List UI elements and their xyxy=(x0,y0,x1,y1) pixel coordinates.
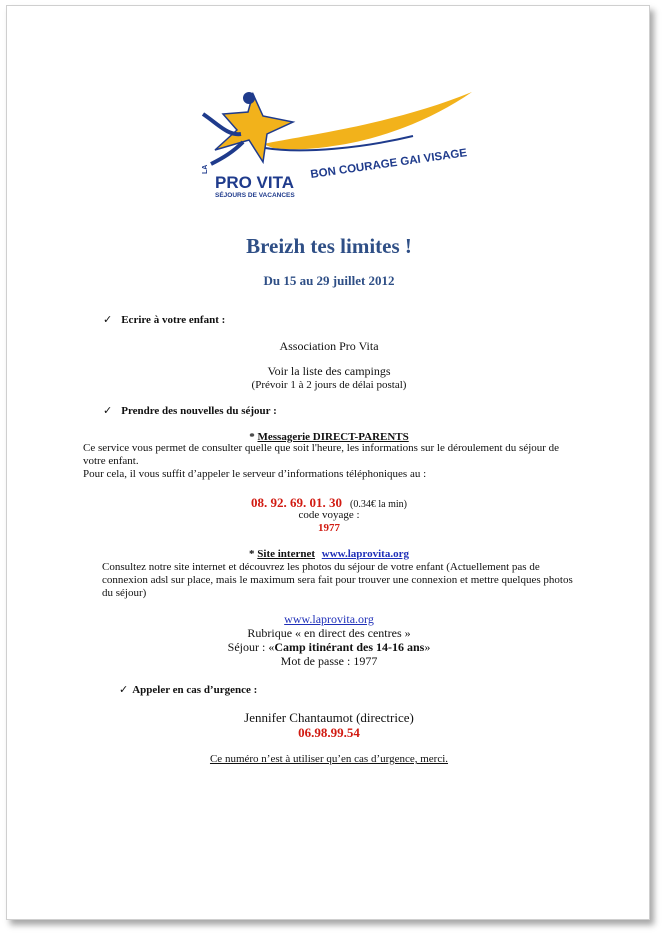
sejour-name: Camp itinérant des 14-16 ans xyxy=(274,640,425,654)
logo-tagline: SÉJOURS DE VACANCES xyxy=(215,192,295,199)
logo-star xyxy=(215,94,293,162)
rubrique-text: Rubrique « en direct des centres » xyxy=(247,626,411,640)
urgence-phone: 06.98.99.54 xyxy=(298,725,360,740)
urgence-heading: ✓ Appeler en cas d’urgence : xyxy=(119,684,258,696)
campings-list-text: Voir la liste des campings xyxy=(267,364,391,378)
website-description: Consultez notre site internet et découvrez les photos du séjour de votre enfant (Actuellement pas de connexion adsl sur place, mais le maximum sera fait pour trouver une connexion et mettre quelques photos du séjour) xyxy=(102,561,573,599)
website-link[interactable]: www.laprovita.org xyxy=(284,612,374,626)
logo-brand: PRO VITA xyxy=(215,173,295,192)
logo-comet-swoosh xyxy=(263,92,472,149)
logo-figure-head xyxy=(243,92,255,104)
checkmark-icon: ✓ xyxy=(103,314,113,326)
code-voyage-value: 1977 xyxy=(318,522,340,534)
website-label: Site internet xyxy=(257,548,316,560)
messagerie-heading: * Messagerie DIRECT-PARENTS xyxy=(249,431,409,443)
postal-delay-note: (Prévoir 1 à 2 jours de délai postal) xyxy=(251,379,407,391)
page-title: Breizh tes limites ! xyxy=(246,234,412,258)
messagerie-phone: 08. 92. 69. 01. 30 xyxy=(251,495,343,510)
logo-brand-prefix: LA xyxy=(202,164,209,174)
password-text: Mot de passe : 1977 xyxy=(280,654,378,668)
website-url-link[interactable]: www.laprovita.org xyxy=(321,548,409,560)
checkmark-icon: ✓ xyxy=(103,405,113,417)
stay-dates: Du 15 au 29 juillet 2012 xyxy=(263,273,395,288)
urgence-note: Ce numéro n’est à utiliser qu’en cas d’urgence, merci. xyxy=(209,753,449,765)
website-heading: * Site internet www.laprovita.org xyxy=(249,548,409,560)
news-heading: ✓ Prendre des nouvelles du séjour : xyxy=(103,405,277,417)
urgence-contact: Jennifer Chantaumot (directrice) xyxy=(244,710,414,725)
logo-slogan: BON COURAGE GAI VISAGE xyxy=(309,147,468,181)
code-voyage-label: code voyage : xyxy=(298,509,360,521)
write-heading: ✓ Ecrire à votre enfant : xyxy=(103,314,226,326)
document-page xyxy=(6,5,650,920)
messagerie-label: Messagerie DIRECT-PARENTS xyxy=(257,431,409,443)
pro-vita-logo xyxy=(193,84,473,204)
messagerie-description: Ce service vous permet de consulter quelle que soit l'heure, les informations sur le déroulement du séjour de votre enfant. Pour cela, il vous suffit d’appeler le serveur d’informations téléphoniques au : xyxy=(83,442,560,480)
association-name: Association Pro Vita xyxy=(279,339,379,353)
checkmark-icon: ✓ xyxy=(119,684,129,696)
sejour-text: Séjour : «Camp itinérant des 14-16 ans» xyxy=(227,640,431,654)
messagerie-price: (0.34€ la min) xyxy=(350,499,407,510)
